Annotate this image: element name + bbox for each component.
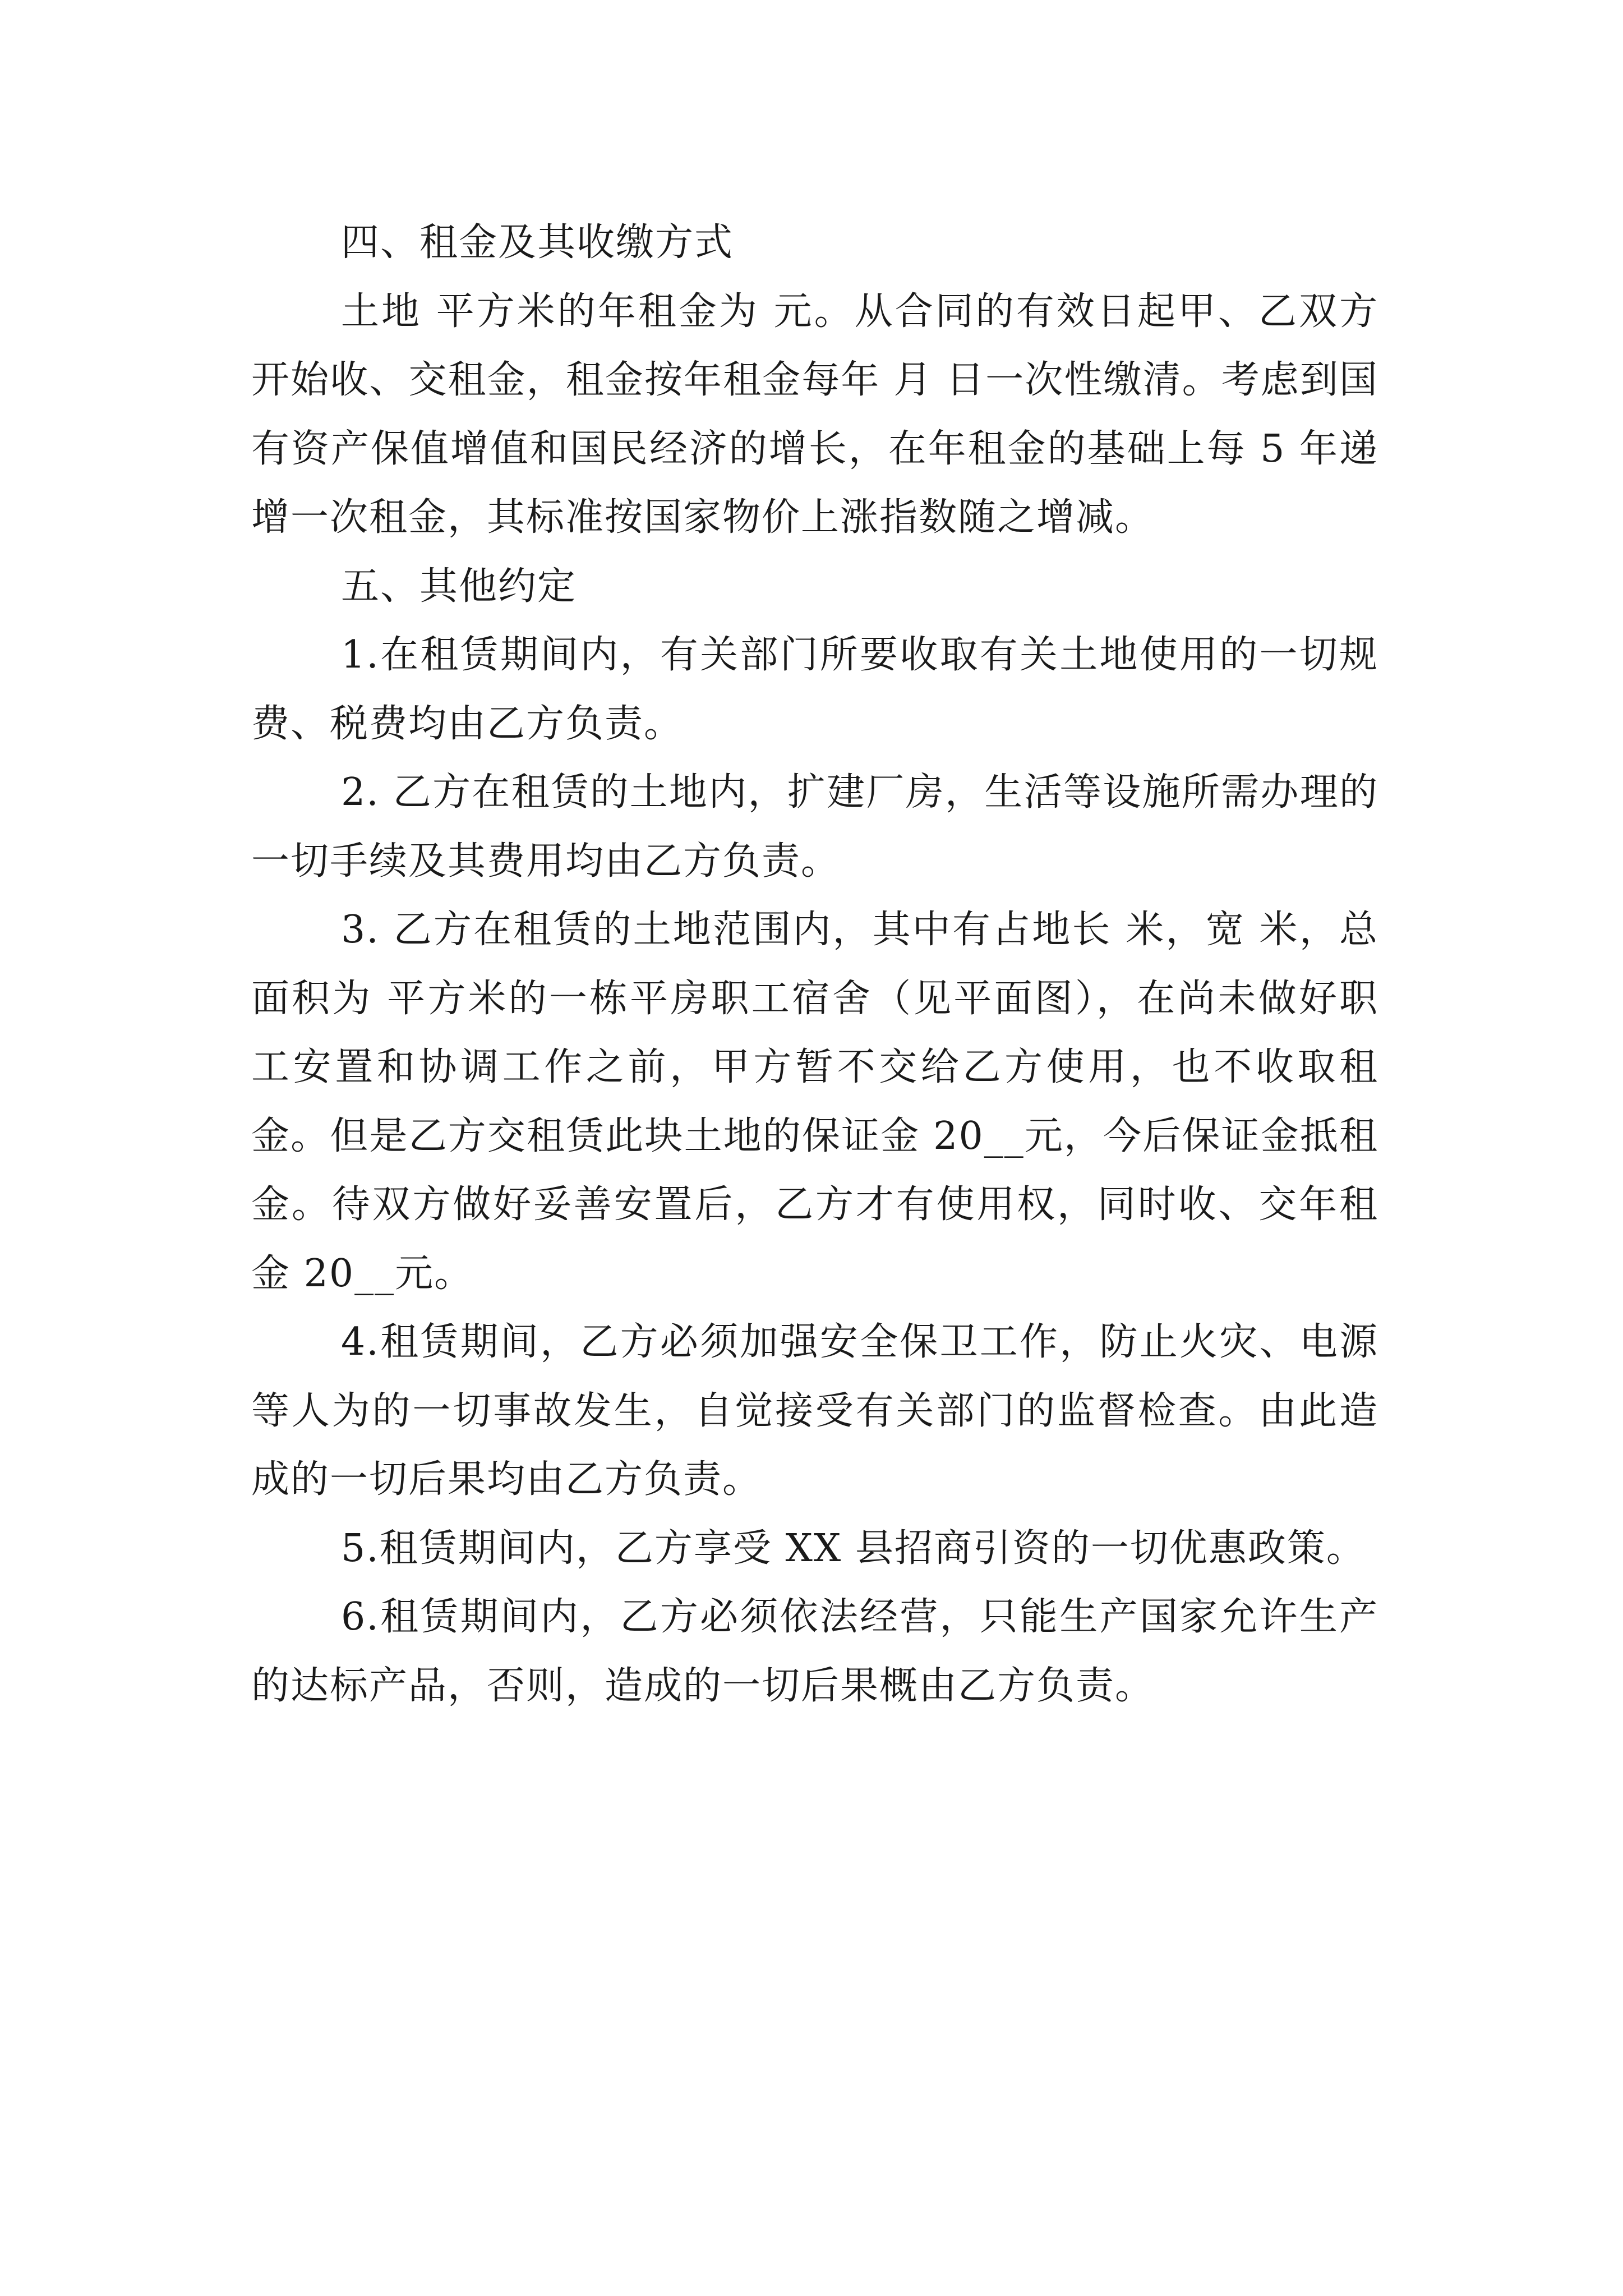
clause-3: 3. 乙方在租赁的土地范围内，其中有占地长 米，宽 米，总面积为 平方米的一栋平房职工宿舍（见平面图），在尚未做好职工安置和协调工作之前，甲方暂不交给乙方使用，也不收取租金。但是乙方交租赁此块土地的保证金 20__元，今后保证金抵租金。待双方做好妥善安置后，乙方才有使用权，同时收、交年租金 20__元。 — [251, 908, 1378, 1296]
clause-2: 2. 乙方在租赁的土地内，扩建厂房，生活等设施所需办理的一切手续及其费用均由乙方负责。 — [251, 770, 1378, 884]
clause-4: 4.租赁期间，乙方必须加强安全保卫工作，防止火灾、电源等人为的一切事故发生，自觉接受有关部门的监督检查。由此造成的一切后果均由乙方负责。 — [251, 1320, 1378, 1502]
clause-5: 5.租赁期间内，乙方享受 XX 县招商引资的一切优惠政策。 — [341, 1526, 1366, 1571]
section-4-body: 土地 平方米的年租金为 元。从合同的有效日起甲、乙双方开始收、交租金，租金按年租金每年 月 日一次性缴清。考虑到国有资产保值增值和国民经济的增长，在年租金的基础上每 5 年递增一次租金，其标准按国家物价上涨指数随之增减。 — [251, 289, 1378, 540]
clause-1: 1.在租赁期间内，有关部门所要收取有关土地使用的一切规费、税费均由乙方负责。 — [251, 633, 1378, 746]
clause-6: 6.租赁期间内，乙方必须依法经营，只能生产国家允许生产的达标产品，否则，造成的一切后果概由乙方负责。 — [251, 1595, 1378, 1708]
section-5-heading: 五、其他约定 — [341, 564, 577, 609]
document-page — [251, 209, 1378, 1720]
section-4-heading: 四、租金及其收缴方式 — [341, 220, 734, 265]
